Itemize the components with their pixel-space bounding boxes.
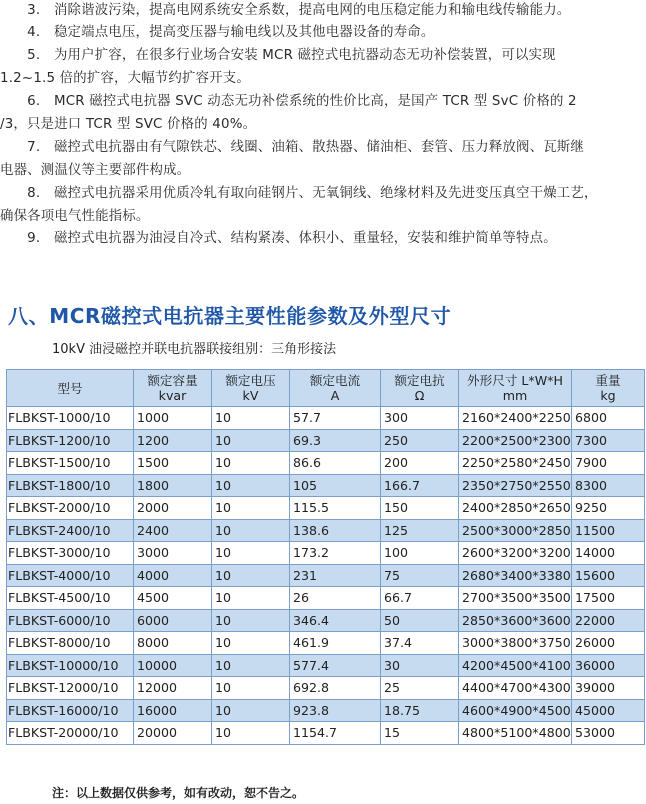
- table-cell: 2000: [134, 497, 212, 520]
- table-cell: 17500: [572, 587, 645, 610]
- table-cell: 8300: [572, 474, 645, 497]
- table-row: [7, 497, 645, 520]
- table-cell: 45000: [572, 699, 645, 722]
- table-cell: 30: [381, 654, 459, 677]
- table-cell: FLBKST-4000/10: [7, 564, 134, 587]
- column-header-unit: A: [330, 388, 340, 403]
- footnote: 注：以上数据仅供参考，如有改动，恕不告之。: [52, 786, 305, 800]
- table-cell: 231: [290, 564, 381, 587]
- section-title: 八、MCR磁控式电抗器主要性能参数及外型尺寸: [8, 304, 452, 328]
- table-cell: 37.4: [381, 632, 459, 655]
- table-cell: 7300: [572, 429, 645, 452]
- column-header-unit: kvar: [158, 388, 187, 403]
- column-header: [7, 370, 134, 407]
- table-cell: 75: [381, 564, 459, 587]
- column-header-label: 额定容量: [147, 373, 198, 388]
- table-cell: 1800: [134, 474, 212, 497]
- table-cell: 1200: [134, 429, 212, 452]
- column-header: [212, 370, 290, 407]
- table-cell: 15600: [572, 564, 645, 587]
- table-cell: 10: [212, 699, 290, 722]
- table-cell: 461.9: [290, 632, 381, 655]
- table-cell: 2350*2750*2550: [459, 474, 572, 497]
- table-cell: 25: [381, 677, 459, 700]
- table-cell: 10: [212, 654, 290, 677]
- table-cell: FLBKST-1500/10: [7, 452, 134, 475]
- table-cell: 50: [381, 609, 459, 632]
- table-cell: 4400*4700*4300: [459, 677, 572, 700]
- table-cell: 20000: [134, 722, 212, 745]
- table-cell: 4800*5100*4800: [459, 722, 572, 745]
- column-header-label: 外形尺寸 L*W*H: [467, 373, 563, 388]
- feature-line: 7. 磁控式电抗器由有气隙铁芯、线圈、油箱、散热器、储油柜、套管、压力释放阀、瓦斯继: [0, 140, 584, 155]
- table-cell: 100: [381, 542, 459, 565]
- table-row: [7, 587, 645, 610]
- table-cell: 10: [212, 677, 290, 700]
- table-cell: 1154.7: [290, 722, 381, 745]
- table-row: [7, 609, 645, 632]
- table-cell: 138.6: [290, 519, 381, 542]
- table-cell: 39000: [572, 677, 645, 700]
- table-row: [7, 452, 645, 475]
- table-row: [7, 564, 645, 587]
- table-cell: 300: [381, 407, 459, 430]
- table-row: [7, 474, 645, 497]
- table-cell: 4000: [134, 564, 212, 587]
- table-cell: 2700*3500*3500: [459, 587, 572, 610]
- table-cell: 10: [212, 519, 290, 542]
- column-header: [381, 370, 459, 407]
- table-cell: 692.8: [290, 677, 381, 700]
- spec-table: [6, 369, 645, 745]
- table-cell: 346.4: [290, 609, 381, 632]
- table-cell: 2500*3000*2850: [459, 519, 572, 542]
- table-cell: 26000: [572, 632, 645, 655]
- column-header: [459, 370, 572, 407]
- table-cell: 2400: [134, 519, 212, 542]
- table-cell: FLBKST-4500/10: [7, 587, 134, 610]
- table-cell: 2400*2850*2650: [459, 497, 572, 520]
- feature-line: 5. 为用户扩容，在很多行业场合安装 MCR 磁控式电抗器动态无功补偿装置，可以实现: [0, 48, 556, 63]
- table-cell: 250: [381, 429, 459, 452]
- table-cell: 26: [290, 587, 381, 610]
- table-cell: 2160*2400*2250: [459, 407, 572, 430]
- table-cell: 4200*4500*4100: [459, 654, 572, 677]
- table-cell: 2600*3200*3200: [459, 542, 572, 565]
- table-row: [7, 519, 645, 542]
- table-cell: 150: [381, 497, 459, 520]
- table-cell: FLBKST-1200/10: [7, 429, 134, 452]
- feature-line: 6. MCR 磁控式电抗器 SVC 动态无功补偿系统的性价比高，是国产 TCR 型 SvC 价格的 2: [0, 94, 577, 109]
- table-cell: 4500: [134, 587, 212, 610]
- table-cell: FLBKST-10000/10: [7, 654, 134, 677]
- column-header: [572, 370, 645, 407]
- column-header-unit: kV: [242, 388, 259, 403]
- table-cell: 10: [212, 587, 290, 610]
- table-cell: 53000: [572, 722, 645, 745]
- table-cell: FLBKST-20000/10: [7, 722, 134, 745]
- feature-line: 3. 消除谐波污染，提高电网系统安全系数，提高电网的电压稳定能力和输电线传输能力。: [0, 3, 571, 18]
- column-header: [134, 370, 212, 407]
- table-cell: 7900: [572, 452, 645, 475]
- column-header-label: 型号: [57, 380, 83, 396]
- column-header-unit: mm: [502, 388, 528, 403]
- table-cell: FLBKST-6000/10: [7, 609, 134, 632]
- table-cell: 200: [381, 452, 459, 475]
- table-cell: 1000: [134, 407, 212, 430]
- table-row: [7, 699, 645, 722]
- table-row: [7, 542, 645, 565]
- column-header-unit: kg: [600, 388, 616, 403]
- table-cell: 166.7: [381, 474, 459, 497]
- table-cell: 10: [212, 632, 290, 655]
- table-cell: 4600*4900*4500: [459, 699, 572, 722]
- table-cell: 86.6: [290, 452, 381, 475]
- table-subtitle: 10kV 油浸磁控并联电抗器联接组别：三角形接法: [52, 342, 337, 357]
- table-row: [7, 632, 645, 655]
- feature-line: 确保各项电气性能指标。: [0, 209, 150, 224]
- table-cell: 2850*3600*3600: [459, 609, 572, 632]
- table-cell: 9250: [572, 497, 645, 520]
- table-cell: 3000*3800*3750: [459, 632, 572, 655]
- table-cell: 173.2: [290, 542, 381, 565]
- table-cell: FLBKST-1000/10: [7, 407, 134, 430]
- table-cell: 10: [212, 722, 290, 745]
- column-header: [290, 370, 381, 407]
- table-cell: 10: [212, 429, 290, 452]
- table-cell: 10: [212, 407, 290, 430]
- feature-line: /3，只是进口 TCR 型 SVC 价格的 40%。: [0, 117, 257, 132]
- table-row: [7, 677, 645, 700]
- feature-line: 8. 磁控式电抗器采用优质冷轧有取向硅钢片、无氧铜线、绝缘材料及先进变压真空干燥工艺，: [0, 186, 598, 201]
- table-cell: 10: [212, 497, 290, 520]
- table-cell: 12000: [134, 677, 212, 700]
- table-cell: 66.7: [381, 587, 459, 610]
- table-cell: 6800: [572, 407, 645, 430]
- spec-table-header: [7, 370, 645, 407]
- table-cell: 11500: [572, 519, 645, 542]
- table-cell: FLBKST-8000/10: [7, 632, 134, 655]
- table-cell: FLBKST-16000/10: [7, 699, 134, 722]
- table-cell: 10: [212, 474, 290, 497]
- table-cell: 16000: [134, 699, 212, 722]
- table-cell: 3000: [134, 542, 212, 565]
- table-cell: 105: [290, 474, 381, 497]
- table-cell: 15: [381, 722, 459, 745]
- table-cell: FLBKST-2000/10: [7, 497, 134, 520]
- table-cell: 14000: [572, 542, 645, 565]
- table-row: [7, 654, 645, 677]
- column-header-label: 重量: [595, 373, 621, 388]
- spec-table-body: [7, 407, 645, 745]
- feature-line: 4. 稳定端点电压，提高变压器与输电线以及其他电器设备的寿命。: [0, 25, 435, 40]
- table-cell: FLBKST-3000/10: [7, 542, 134, 565]
- table-cell: 18.75: [381, 699, 459, 722]
- table-cell: 115.5: [290, 497, 381, 520]
- table-cell: 2680*3400*3380: [459, 564, 572, 587]
- table-cell: 10: [212, 564, 290, 587]
- table-cell: 10: [212, 542, 290, 565]
- table-cell: FLBKST-12000/10: [7, 677, 134, 700]
- table-cell: 125: [381, 519, 459, 542]
- table-row: [7, 407, 645, 430]
- table-cell: 923.8: [290, 699, 381, 722]
- column-header-label: 额定电抗: [394, 373, 445, 388]
- table-cell: 36000: [572, 654, 645, 677]
- column-header-unit: Ω: [414, 388, 425, 403]
- column-header-label: 额定电流: [309, 373, 361, 388]
- feature-line: 1.2~1.5 倍的扩容，大幅节约扩容开支。: [0, 71, 250, 86]
- table-cell: FLBKST-1800/10: [7, 474, 134, 497]
- table-cell: 22000: [572, 609, 645, 632]
- table-cell: 69.3: [290, 429, 381, 452]
- column-header-label: 额定电压: [225, 373, 276, 388]
- feature-line: 9. 磁控式电抗器为油浸自冷式、结构紧凑、体积小、重量轻，安装和维护简单等特点。: [0, 231, 557, 246]
- table-cell: 6000: [134, 609, 212, 632]
- table-cell: 10000: [134, 654, 212, 677]
- table-cell: 57.7: [290, 407, 381, 430]
- table-cell: 10: [212, 452, 290, 475]
- table-cell: 8000: [134, 632, 212, 655]
- table-row: [7, 429, 645, 452]
- table-cell: 1500: [134, 452, 212, 475]
- table-cell: 10: [212, 609, 290, 632]
- table-cell: FLBKST-2400/10: [7, 519, 134, 542]
- table-cell: 2250*2580*2450: [459, 452, 572, 475]
- feature-line: 电器、测温仪等主要部件构成。: [0, 163, 191, 178]
- table-row: [7, 722, 645, 745]
- table-cell: 577.4: [290, 654, 381, 677]
- table-cell: 2200*2500*2300: [459, 429, 572, 452]
